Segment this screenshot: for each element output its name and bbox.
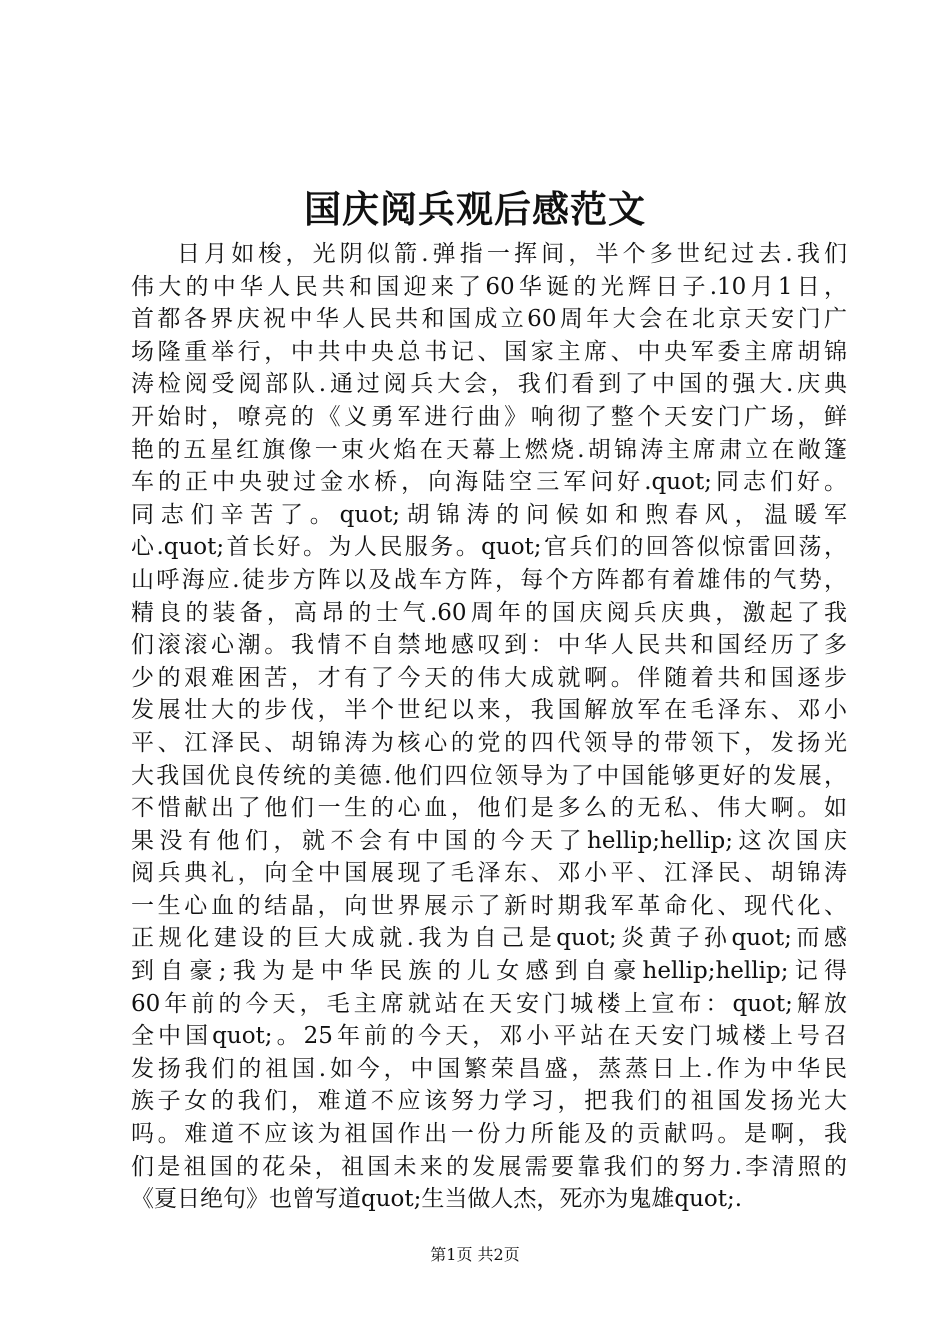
text-line: 吗。难道不应该为祖国作出一份力所能及的贡献吗。是啊，我 bbox=[131, 1121, 847, 1148]
text-line: 同志们辛苦了。quot;胡锦涛的问候如和煦春风，温暖军 bbox=[131, 501, 847, 528]
text-line: 场隆重举行，中共中央总书记、国家主席、中央军委主席胡锦 bbox=[131, 338, 847, 365]
text-line: 日月如梭，光阴似箭.弹指一挥间，半个多世纪过去.我们 bbox=[177, 241, 847, 267]
text-line: 发扬我们的祖国.如今，中国繁荣昌盛，蒸蒸日上.作为中华民 bbox=[131, 1055, 847, 1082]
text-line: 发展壮大的步伐，半个世纪以来，我国解放军在毛泽东、邓小 bbox=[131, 697, 847, 724]
text-line: 平、江泽民、胡锦涛为核心的党的四代领导的带领下，发扬光 bbox=[131, 729, 847, 756]
text-line: 开始时，嘹亮的《义勇军进行曲》响彻了整个天安门广场，鲜 bbox=[131, 403, 847, 430]
text-line: 正规化建设的巨大成就.我为自己是quot;炎黄子孙quot;而感 bbox=[131, 925, 847, 952]
text-line: 大我国优良传统的美德.他们四位领导为了中国能够更好的发展， bbox=[131, 762, 847, 789]
text-line: 伟大的中华人民共和国迎来了60华诞的光辉日子.10月1日， bbox=[131, 273, 847, 300]
text-line: 族子女的我们，难道不应该努力学习，把我们的祖国发扬光大 bbox=[131, 1088, 847, 1115]
text-line: 精良的装备，高昂的士气.60周年的国庆阅兵庆典，激起了我 bbox=[131, 599, 847, 626]
page-number-footer: 第1页 共2页 bbox=[430, 1245, 520, 1264]
body-paragraph bbox=[131, 238, 847, 1216]
text-line: 心.quot;首长好。为人民服务。quot;官兵们的回答似惊雷回荡， bbox=[131, 534, 847, 561]
text-line: 首都各界庆祝中华人民共和国成立60周年大会在北京天安门广 bbox=[131, 306, 847, 333]
text-line: 一生心血的结晶，向世界展示了新时期我军革命化、现代化、 bbox=[131, 892, 847, 919]
text-line: 山呼海应.徒步方阵以及战车方阵，每个方阵都有着雄伟的气势， bbox=[131, 566, 847, 593]
text-line: 涛检阅受阅部队.通过阅兵大会，我们看到了中国的强大.庆典 bbox=[131, 371, 847, 398]
text-line: 艳的五星红旗像一束火焰在天幕上燃烧.胡锦涛主席肃立在敞篷 bbox=[131, 436, 847, 463]
text-line: 《夏日绝句》也曾写道quot;生当做人杰，死亦为鬼雄quot;. bbox=[131, 1186, 743, 1213]
text-line: 果没有他们，就不会有中国的今天了hellip;hellip;这次国庆 bbox=[131, 827, 847, 854]
text-line: 不惜献出了他们一生的心血，他们是多么的无私、伟大啊。如 bbox=[131, 795, 847, 822]
text-line: 们滚滚心潮。我情不自禁地感叹到：中华人民共和国经历了多 bbox=[131, 632, 847, 659]
text-line: 车的正中央驶过金水桥，向海陆空三军问好.quot;同志们好。 bbox=[131, 469, 847, 496]
text-line: 到自豪;我为是中华民族的儿女感到自豪hellip;hellip;记得 bbox=[131, 958, 847, 985]
text-line: 少的艰难困苦，才有了今天的伟大成就啊。伴随着共和国逐步 bbox=[131, 664, 847, 691]
text-line: 全中国quot;。25年前的今天，邓小平站在天安门城楼上号召 bbox=[131, 1023, 847, 1050]
text-line: 60年前的今天，毛主席就站在天安门城楼上宣布：quot;解放 bbox=[131, 990, 847, 1017]
page-title: 国庆阅兵观后感范文 bbox=[304, 187, 646, 231]
text-line: 们是祖国的花朵，祖国未来的发展需要靠我们的努力.李清照的 bbox=[131, 1153, 847, 1180]
text-line: 阅兵典礼，向全中国展现了毛泽东、邓小平、江泽民、胡锦涛 bbox=[131, 860, 847, 887]
